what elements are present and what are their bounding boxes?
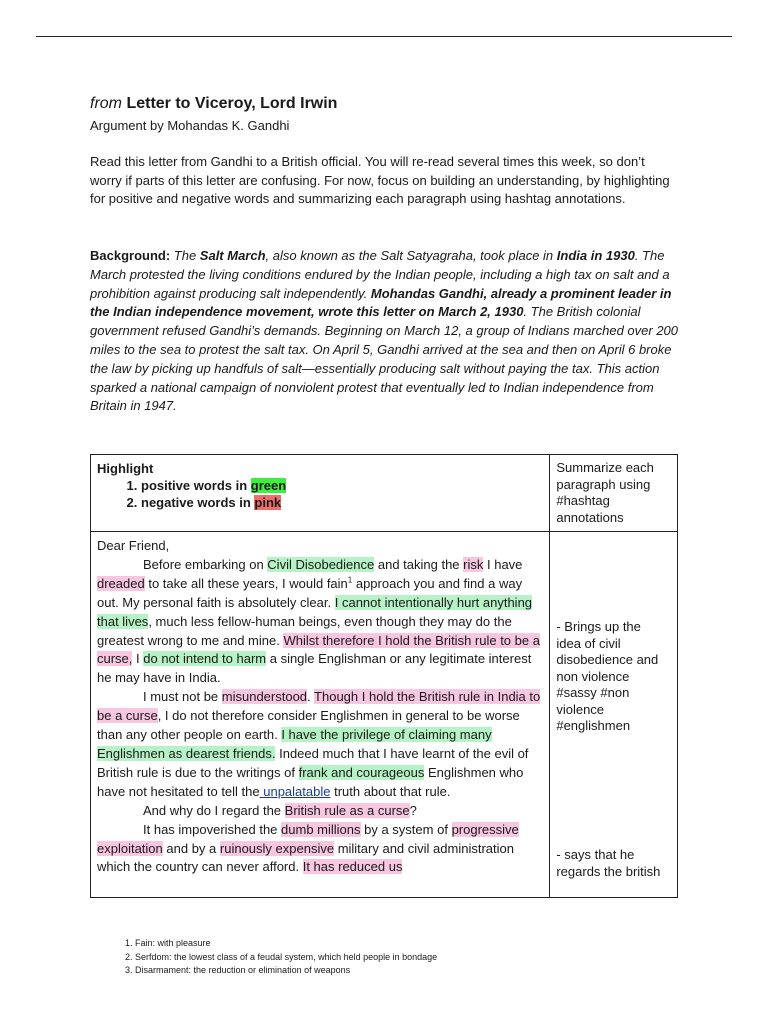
positive-highlight: frank and courageous <box>298 764 425 780</box>
background-bold: Mohandas Gandhi, already a prominent leader in the Indian independence movement, wrote this letter on March 2, 1930 <box>90 285 672 320</box>
footnotes-list <box>113 937 437 978</box>
text-run: ? <box>409 802 417 818</box>
negative-highlight: Whilst therefore I hold the British rule to be a curse, <box>97 632 540 667</box>
negative-highlight: risk <box>463 556 484 572</box>
background-bold: India in 1930 <box>556 248 635 263</box>
green-swatch: green <box>250 478 287 493</box>
highlight-list <box>97 477 543 511</box>
text-run: and taking the <box>374 556 464 572</box>
negative-highlight: British rule as a curse <box>284 802 410 818</box>
text-run: . <box>307 689 315 705</box>
text-run: approach you and find a way out. My personal faith is absolutely clear. <box>97 575 523 610</box>
text-run: Englishmen who have not hesitated to tell the <box>97 764 524 799</box>
highlight-item-text: negative words in <box>141 495 255 510</box>
byline: Argument by Mohandas K. Gandhi <box>90 118 290 133</box>
text-run: by a system of <box>360 821 452 837</box>
salutation: Dear Friend, <box>97 538 170 553</box>
text-run: military and civil administration which the country can never afford. <box>97 840 514 875</box>
text-run: I <box>132 651 144 667</box>
positive-highlight: I cannot intentionally hurt anything that lives <box>97 594 533 629</box>
background-text: . The British colonial government refused Gandhi’s demands. Beginning on March 12, a group of Indians marched over 200 miles to the sea to protest the salt tax. On April 5, Gandhi arrived at the sea and then on April 6 broke the law by picking up handfuls of salt—essentially producing salt without paying the tax. This action sparked a national campaign of nonviolent protest that eventually led to Indian independence from Britain in 1947. <box>90 304 679 414</box>
title-main: Letter to Viceroy, Lord Irwin <box>126 95 338 112</box>
highlight-instructions-cell <box>91 455 550 532</box>
background-bold: Salt March <box>199 248 266 263</box>
highlight-item-negative <box>141 494 543 511</box>
letter-text <box>97 537 543 877</box>
summary-paragraph-2: - says that he regards the british <box>556 847 661 879</box>
letter-cell <box>91 532 550 898</box>
highlight-item-text: positive words in <box>141 478 251 493</box>
summary-header-cell <box>550 455 678 532</box>
text-run: Indeed much that I have learnt of the evil of British rule is due to the writings of <box>97 745 529 780</box>
text-run: a single Englishman or any legitimate interest he may have in India. <box>97 651 532 686</box>
background-text: The <box>170 248 200 263</box>
background-label: Background: <box>90 248 171 263</box>
letter-paragraph-2 <box>97 688 543 801</box>
text-run: Before embarking on <box>143 556 268 572</box>
top-rule <box>36 36 732 37</box>
text-run: It has impoverished the <box>143 821 282 837</box>
letter-paragraph-1 <box>97 556 543 688</box>
negative-highlight: Though I hold the British rule in India to be a curse <box>97 689 541 724</box>
summary-cell[interactable] <box>550 532 678 898</box>
footnote-ref[interactable]: 1 <box>347 575 353 585</box>
negative-highlight: dreaded <box>97 575 145 591</box>
text-run: I must not be <box>143 689 222 705</box>
summary-paragraph-1: - Brings up the idea of civil disobedience and non violence #sassy #non violence #englishmen <box>556 619 659 733</box>
letter-paragraph-3 <box>97 802 543 821</box>
footnote-item: 1. Fain: with pleasure <box>135 937 437 951</box>
text-run: truth about that rule. <box>330 783 451 799</box>
text-run: I have <box>483 556 523 572</box>
positive-highlight: I have the privilege of claiming many Englishmen as dearest friends. <box>97 727 492 761</box>
negative-highlight: It has reduced us <box>302 859 403 875</box>
background-text: . The March protested the living conditions endured by the Indian people, including a high tax on salt and a prohibition against producing salt independently. <box>90 248 670 301</box>
summary-header: Summarize each paragraph using #hashtag annotations <box>556 460 654 525</box>
title-from: from <box>90 95 122 112</box>
unpalatable-link[interactable]: unpalatable <box>259 783 331 799</box>
negative-highlight: dumb millions <box>281 821 361 837</box>
table-header-row <box>91 455 678 532</box>
negative-highlight: ruinously expensive <box>219 840 335 856</box>
background-paragraph <box>90 247 680 416</box>
negative-highlight: progressive exploitation <box>97 821 519 856</box>
document-title <box>90 94 337 114</box>
highlight-title: Highlight <box>97 461 154 476</box>
highlight-item-positive <box>141 477 543 494</box>
intro-paragraph: Read this letter from Gandhi to a British official. You will re-read several times this week, so don’t worry if parts of this letter are confusing. For now, focus on building an understanding, by highlighting for positive and negative words and summarizing each paragraph using hashtag annotations. <box>90 154 670 206</box>
text-run: , much less fellow-human beings, even though they may do the greatest wrong to me and mine. <box>97 613 512 648</box>
footnote-item: 3. Disarmament: the reduction or elimination of weapons <box>135 964 437 978</box>
text-run: to take all these years, I would fain <box>144 575 348 591</box>
text-run: and by a <box>162 840 220 856</box>
positive-highlight: do not intend to harm <box>143 651 267 667</box>
text-run: And why do I regard the <box>143 802 285 818</box>
positive-highlight: Civil Disobedience <box>267 556 375 572</box>
negative-highlight: misunderstood <box>221 689 308 705</box>
annotation-table <box>90 454 678 898</box>
letter-row <box>91 532 678 898</box>
background-text: , also known as the Salt Satyagraha, took place in <box>265 248 557 263</box>
pink-swatch: pink <box>254 495 282 510</box>
letter-paragraph-4 <box>97 821 543 878</box>
footnote-item: 2. Serfdom: the lowest class of a feudal system, which held people in bondage <box>135 951 437 965</box>
text-run: , I do not therefore consider Englishmen in general to be worse than any other people on earth. <box>97 708 520 743</box>
